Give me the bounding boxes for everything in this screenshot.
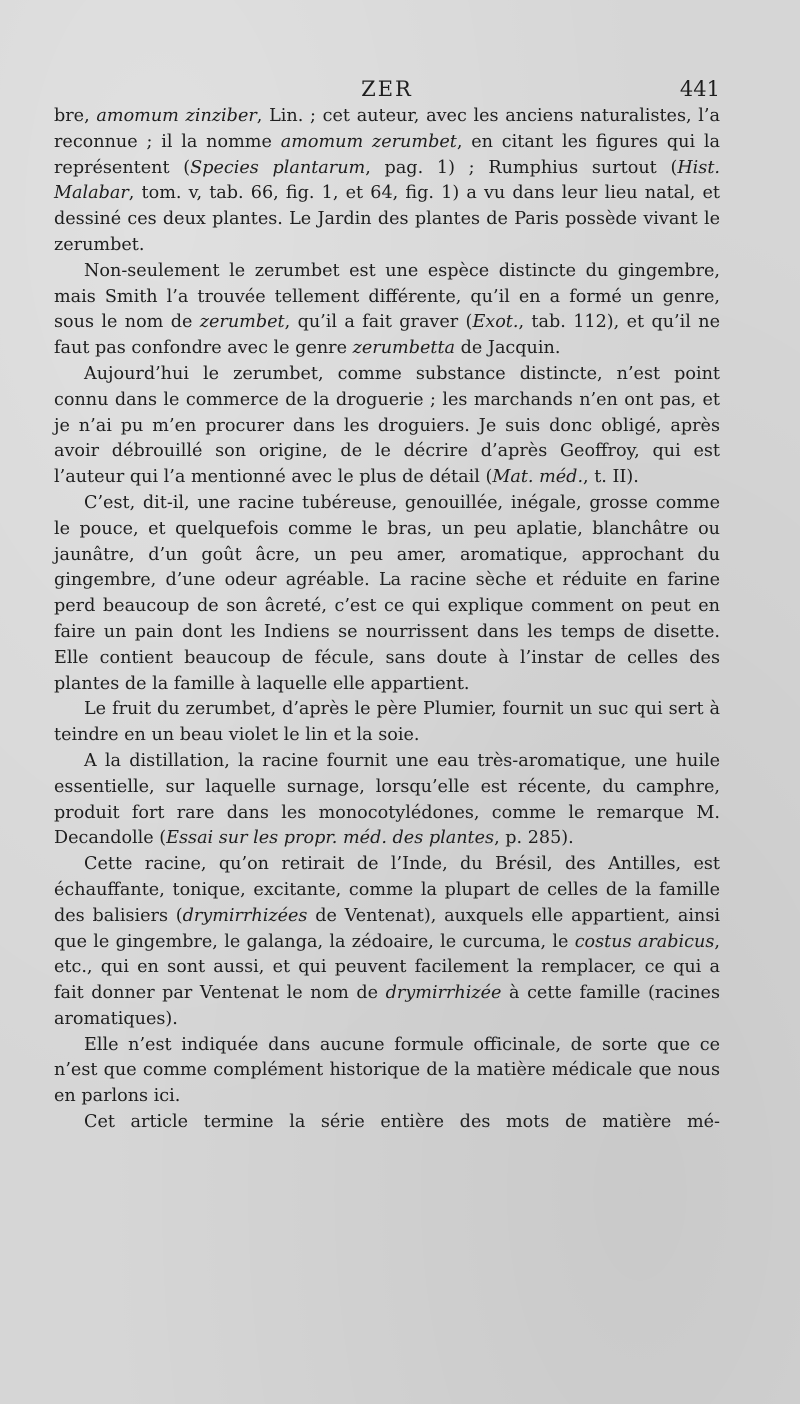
italic-term: drymirrhizée [385, 983, 502, 1004]
paragraph-9 [54, 1110, 720, 1136]
text-run: de Ventenat), auxquels elle appartient, ainsi que le gingembre, le galanga, la zédoaire, le curcuma, le [54, 905, 721, 952]
italic-term: drymirrhizées [182, 905, 308, 926]
paragraph-2 [54, 259, 720, 362]
paragraph-1 [54, 104, 720, 259]
text-run: à cette famille (racines aromatiques). [54, 983, 720, 1029]
text-run: Le fruit du zerumbet, d’après le père Plumier, fournit un suc qui sert à teindre en un beau violet le lin et la soie. [54, 699, 720, 746]
running-head [54, 74, 720, 104]
page-number: 441 [679, 77, 720, 101]
text-run: , qu’il a fait graver ( [284, 312, 473, 333]
book-page [54, 74, 720, 1324]
text-run: Cette racine, qu’on retirait de l’Inde, du Brésil, des Antilles, est échauffante, tonique, excitante, comme la plupart de celles de la famille des balisiers ( [54, 854, 720, 926]
text-run: de Jacquin. [455, 338, 561, 359]
text-run: , en citant les figures qui la représentent ( [54, 131, 721, 178]
italic-term: amomum zinziber [96, 106, 257, 126]
paragraph-5 [54, 697, 720, 749]
text-run: Non-seulement le zerumbet est une espèce distincte du gingembre, mais Smith l’a trouvée tellement différente, qu’il en a formé un genre, sous le nom de [54, 260, 720, 333]
italic-term: Mat. méd. [492, 467, 584, 488]
paragraph-7 [54, 852, 720, 1033]
text-run: , pag. 1) ; Rumphius surtout ( [365, 157, 678, 178]
paragraph-8 [54, 1033, 720, 1110]
paragraph-6 [54, 749, 720, 852]
text-run: , p. 285). [494, 828, 574, 849]
italic-term: Species plantarum [190, 157, 366, 178]
text-run: Elle n’est indiquée dans aucune formule officinale, de sorte que ce n’est que comme complément historique de la matière médicale que nous en parlons ici. [54, 1034, 720, 1107]
paragraph-3 [54, 362, 720, 491]
running-title: ZER [361, 77, 413, 101]
text-run: Aujourd’hui le zerumbet, comme substance distincte, n’est point connu dans le commerce de la droguerie ; les marchands n’en ont pas, et je n’ai pu m’en procurer dans les droguiers. Je suis donc obligé, après avoir débrouillé son origine, de le décrire d’après Geoffroy, qui est l’auteur qui l’a mentionné avec le plus de détail ( [54, 363, 720, 488]
page-body [54, 104, 720, 1136]
italic-term: costus arabicus [574, 931, 715, 952]
text-run: C’est, dit-il, une racine tubéreuse, genouillée, inégale, grosse comme le pouce, et quelquefois comme le bras, un peu aplatie, blanchâtre ou jaunâtre, d’un goût âcre, un peu amer, aromatique, approchant du gingembre, d’une odeur agréable. La racine sèche et réduite en farine perd beaucoup de son âcreté, c’est ce qui explique comment on peut en faire un pain dont les Indiens se nourrissent dans les temps de disette. Elle contient beaucoup de fécule, sans doute à l’instar de celles des plantes de la famille à laquelle elle appartient. [54, 492, 720, 694]
italic-term: zerumbetta [352, 338, 456, 359]
italic-term: Hist. Malabar [54, 157, 720, 204]
italic-term: amomum zerumbet [280, 131, 457, 152]
text-run: , tab. 112), et qu’il ne faut pas confondre avec le genre [54, 312, 720, 359]
paragraph-4 [54, 491, 720, 697]
italic-term: zerumbet [199, 312, 285, 333]
text-run: , tom. v, tab. 66, fig. 1, et 64, fig. 1) a vu dans leur lieu natal, et dessiné ces deux plantes. Le Jardin des plantes de Paris possède vivant le zerumbet. [54, 183, 720, 255]
text-run: Cet article termine la série entière des mots de matière mé- [84, 1112, 720, 1133]
text-run: bre, [54, 106, 97, 126]
text-run: , t. II). [583, 467, 639, 488]
text-run: , Lin. ; cet auteur, avec les anciens naturalistes, l’a reconnue ; il la nomme [54, 106, 720, 152]
italic-term: Essai sur les propr. méd. des plantes [166, 828, 495, 849]
italic-term: Exot. [472, 312, 519, 333]
text-run: A la distillation, la racine fournit une eau très-aromatique, une huile essentielle, sur laquelle surnage, lorsqu’elle est récente, du camphre, produit fort rare dans les monocotylédones, comme le remarque M. Decandolle ( [54, 750, 720, 849]
text-run: , etc., qui en sont aussi, et qui peuvent facilement la remplacer, ce qui a fait donner par Ventenat le nom de [54, 931, 720, 1004]
